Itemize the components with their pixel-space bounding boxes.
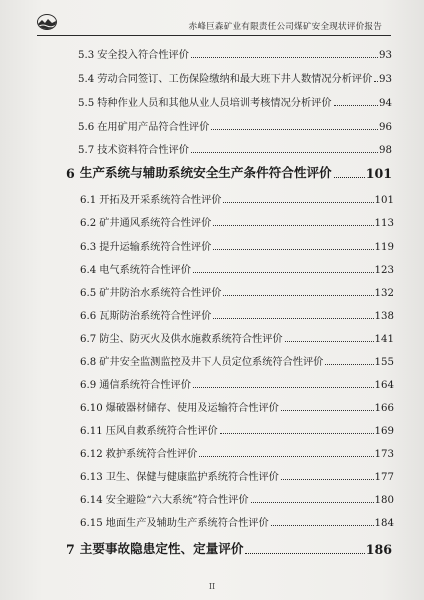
toc-title: 主要事故隐患定性、定量评价 xyxy=(79,541,244,556)
toc-row[interactable] xyxy=(80,377,394,391)
toc-row[interactable] xyxy=(80,308,394,322)
toc-number: 6.3 xyxy=(80,242,97,253)
dot-leader xyxy=(191,152,378,153)
dot-leader xyxy=(251,502,374,503)
toc-row[interactable] xyxy=(80,215,394,229)
toc-title: 电气系统符合性评价 xyxy=(99,265,191,276)
toc-title: 在用矿用产品符合性评价 xyxy=(97,122,210,133)
toc-page: 113 xyxy=(374,218,394,229)
toc-title: 安全避险“六大系统”符合性评价 xyxy=(105,495,249,506)
toc-row[interactable] xyxy=(78,47,392,61)
toc-chapter-row[interactable] xyxy=(66,165,392,181)
toc-page: 155 xyxy=(374,357,394,368)
toc-row[interactable] xyxy=(80,515,394,529)
toc-page: 98 xyxy=(379,145,392,156)
toc-row[interactable] xyxy=(78,95,392,109)
header-org-title: 赤峰巨森矿业有限责任公司煤矿安全现状评价报告 xyxy=(188,22,382,32)
toc-number: 6 xyxy=(66,166,75,181)
toc-number: 6.14 xyxy=(80,495,103,506)
toc-page: 101 xyxy=(374,195,394,206)
toc-page: 123 xyxy=(374,265,394,276)
toc-page: 184 xyxy=(374,518,394,529)
toc-title: 安全投入符合性评价 xyxy=(97,50,189,61)
toc-number: 6.13 xyxy=(80,472,103,483)
toc-number: 6.6 xyxy=(80,311,97,322)
toc-page: 169 xyxy=(374,426,394,437)
toc-row[interactable] xyxy=(80,469,394,483)
toc-title: 压风自救系统符合性评价 xyxy=(105,426,218,437)
toc-number: 6.9 xyxy=(80,380,97,391)
dot-leader xyxy=(213,249,373,250)
toc-page: 101 xyxy=(365,166,392,181)
toc-title: 通信系统符合性评价 xyxy=(99,380,191,391)
toc-page: 132 xyxy=(374,288,394,299)
dot-leader xyxy=(223,202,373,203)
toc-number: 6.11 xyxy=(80,426,103,437)
toc-row[interactable] xyxy=(80,239,394,253)
toc-title: 爆破器材储存、使用及运输符合性评价 xyxy=(105,403,279,414)
toc-row[interactable] xyxy=(80,492,394,506)
toc-number: 6.10 xyxy=(80,403,103,414)
toc-title: 矿井防治水系统符合性评价 xyxy=(99,288,222,299)
dot-leader xyxy=(211,129,378,130)
toc-title: 瓦斯防治系统符合性评价 xyxy=(99,311,212,322)
toc-number: 6.5 xyxy=(80,288,97,299)
dot-leader xyxy=(199,456,373,457)
toc-row[interactable] xyxy=(78,119,392,133)
toc-page: 177 xyxy=(374,472,394,483)
toc-number: 6.8 xyxy=(80,357,97,368)
toc-row[interactable] xyxy=(80,423,394,437)
dot-leader xyxy=(281,479,374,480)
dot-leader xyxy=(374,81,378,82)
toc-row[interactable] xyxy=(80,192,394,206)
toc-row[interactable] xyxy=(80,354,394,368)
dot-leader xyxy=(325,364,373,365)
toc-number: 7 xyxy=(66,542,75,557)
toc-row[interactable] xyxy=(80,262,394,276)
toc-page: 93 xyxy=(379,50,392,61)
toc-title: 矿井安全监测监控及井下人员定位系统符合性评价 xyxy=(99,357,324,368)
toc-number: 6.4 xyxy=(80,265,97,276)
toc-title: 地面生产及辅助生产系统符合性评价 xyxy=(105,518,269,529)
toc-title: 提升运输系统符合性评价 xyxy=(99,242,212,253)
toc-page: 164 xyxy=(374,380,394,391)
toc-title: 开拓及开采系统符合性评价 xyxy=(99,195,222,206)
toc-title: 劳动合同签订、工伤保险缴纳和最大班下井人数情况分析评价 xyxy=(97,74,373,85)
toc-number: 5.3 xyxy=(78,50,95,61)
toc-number: 6.12 xyxy=(80,449,103,460)
page-number: II xyxy=(208,582,216,591)
dot-leader xyxy=(245,553,364,554)
toc-title: 生产系统与辅助系统安全生产条件符合性评价 xyxy=(79,165,332,180)
toc-number: 5.5 xyxy=(78,98,95,109)
toc-row[interactable] xyxy=(80,285,394,299)
dot-leader xyxy=(213,318,373,319)
toc-row[interactable] xyxy=(80,446,394,460)
dot-leader xyxy=(334,105,379,106)
toc-number: 6.2 xyxy=(80,218,97,229)
toc-title: 救护系统符合性评价 xyxy=(105,449,198,460)
toc-page: 173 xyxy=(374,449,394,460)
toc-title: 矿井通风系统符合性评价 xyxy=(99,218,212,229)
toc-title: 技术资料符合性评价 xyxy=(97,145,189,156)
toc-title: 特种作业人员和其他从业人员培训考核情况分析评价 xyxy=(97,98,332,109)
toc-row[interactable] xyxy=(78,71,392,85)
dot-leader xyxy=(281,410,374,411)
toc-page: 94 xyxy=(379,98,392,109)
toc-page: 180 xyxy=(374,495,394,506)
toc-number: 6.15 xyxy=(80,518,103,529)
toc-number: 6.1 xyxy=(80,195,97,206)
toc-title: 卫生、保健与健康监护系统符合性评价 xyxy=(105,472,279,483)
dot-leader xyxy=(193,387,374,388)
toc-page: 119 xyxy=(374,242,394,253)
toc-chapter-row[interactable] xyxy=(66,541,392,557)
toc-number: 5.4 xyxy=(78,74,95,85)
toc-page: 186 xyxy=(365,542,392,557)
toc-page: 141 xyxy=(374,334,394,345)
toc-page: 93 xyxy=(379,74,392,85)
dot-leader xyxy=(191,57,378,58)
toc-number: 5.6 xyxy=(78,122,95,133)
toc-number: 5.7 xyxy=(78,145,95,156)
dot-leader xyxy=(223,295,373,296)
dot-leader xyxy=(334,177,365,178)
dot-leader xyxy=(285,341,374,342)
toc-number: 6.7 xyxy=(80,334,97,345)
dot-leader xyxy=(193,272,374,273)
toc-page: 96 xyxy=(379,122,392,133)
dot-leader xyxy=(271,525,374,526)
toc-row[interactable] xyxy=(80,331,394,345)
toc-title: 防尘、防灭火及供水施救系统符合性评价 xyxy=(99,334,283,345)
dot-leader xyxy=(213,225,373,226)
toc-row[interactable] xyxy=(80,400,394,414)
toc-page: 138 xyxy=(374,311,394,322)
toc-page: 166 xyxy=(374,403,394,414)
toc-row[interactable] xyxy=(78,142,392,156)
dot-leader xyxy=(220,433,374,434)
